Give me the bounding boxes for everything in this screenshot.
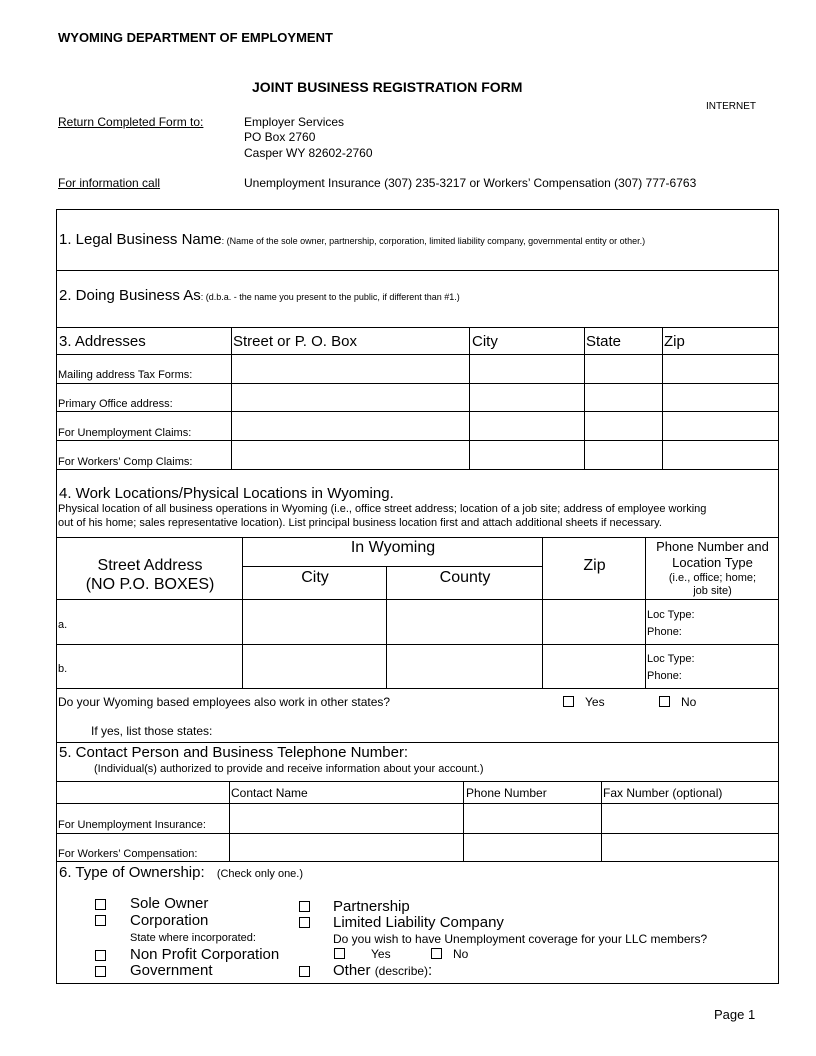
government-label: Government [130, 962, 213, 979]
primary-street-field[interactable] [232, 384, 468, 410]
department-name: WYOMING DEPARTMENT OF EMPLOYMENT [58, 30, 333, 45]
ownership-note: (Check only one.) [216, 868, 304, 880]
row-a-phone: Phone: [647, 626, 682, 638]
internet-label: INTERNET [706, 101, 756, 112]
address-line-3: Casper WY 82602-2760 [244, 146, 373, 160]
llc-yes-label: Yes [371, 947, 391, 961]
phone-header-2: Location Type [672, 555, 753, 570]
row-contact-wc-label: For Workers’ Compensation: [58, 848, 198, 860]
dba-note: : (d.b.a. - the name you present to the public, if different than #1.) [200, 292, 460, 302]
dba-label: 2. Doing Business As [59, 287, 201, 304]
page-number: Page 1 [714, 1007, 756, 1022]
address-line-2: PO Box 2760 [244, 130, 316, 144]
col-street: Street or P. O. Box [233, 333, 357, 350]
sole-owner-label: Sole Owner [130, 895, 209, 912]
col-fax-number: Fax Number (optional) [603, 786, 723, 800]
row-primary-office-label: Primary Office address: [58, 398, 173, 410]
row-b-loc-type: Loc Type: [647, 653, 695, 665]
unemployment-street-field[interactable] [232, 412, 468, 439]
corporation-label: Corporation [130, 912, 209, 929]
section1-label [59, 231, 645, 248]
other-states-yes-label: Yes [585, 695, 605, 709]
work-locations-desc-2: out of his home; sales representative location). List principal business location first and attach additional sheets if necessary. [58, 517, 662, 529]
form-title: JOINT BUSINESS REGISTRATION FORM [252, 79, 523, 95]
llc-no-label: No [453, 947, 469, 961]
ownership-label: 6. Type of Ownership: [59, 864, 205, 881]
phone-header-4: job site) [693, 585, 732, 597]
mailing-street-field[interactable] [232, 355, 468, 382]
info-label: For information call [58, 176, 161, 190]
col-city: City [472, 333, 498, 350]
row-unemployment-label: For Unemployment Claims: [58, 427, 192, 439]
location-b-street-field[interactable] [58, 645, 241, 687]
sole-owner-checkbox[interactable] [95, 899, 106, 910]
row-a-loc-type: Loc Type: [647, 609, 695, 621]
contact-person-note: (Individual(s) authorized to provide and receive information about your account.) [94, 763, 484, 775]
other-states-question: Do your Wyoming based employees also work in other states? [58, 695, 391, 709]
contact-ui-name-field[interactable] [230, 804, 462, 832]
row-b-label: b. [58, 663, 68, 675]
government-checkbox[interactable] [95, 966, 106, 977]
work-locations-label: 4. Work Locations/Physical Locations in Wyoming. [59, 485, 394, 502]
row-a-label: a. [58, 619, 68, 631]
addresses-label: 3. Addresses [59, 333, 146, 350]
county-header: County [439, 569, 491, 586]
in-wyoming-header: In Wyoming [350, 539, 436, 556]
address-line-1: Employer Services [244, 115, 345, 129]
return-label: Return Completed Form to: [58, 115, 204, 129]
phone-header-1: Phone Number and [656, 539, 769, 554]
corporation-checkbox[interactable] [95, 915, 106, 926]
partnership-checkbox[interactable] [299, 901, 310, 912]
legal-name-label: 1. Legal Business Name [59, 231, 222, 248]
row-contact-ui-label: For Unemployment Insurance: [58, 819, 206, 831]
no-po-boxes-header: (NO P.O. BOXES) [85, 576, 215, 593]
city-header: City [301, 569, 329, 586]
contact-wc-name-field[interactable] [230, 834, 462, 860]
section2-label [59, 287, 460, 304]
ownership-type [59, 864, 303, 881]
llc-label: Limited Liability Company [333, 914, 504, 931]
col-phone-number: Phone Number [466, 786, 547, 800]
non-profit-label: Non Profit Corporation [130, 946, 280, 963]
col-contact-name: Contact Name [231, 786, 308, 800]
list-states-label: If yes, list those states: [91, 724, 213, 738]
other-describe: (describe) [374, 964, 429, 978]
state-incorporated-label: State where incorporated: [130, 932, 256, 944]
street-address-header: Street Address [97, 557, 203, 574]
phone-header-3: (i.e., office; home; [668, 572, 757, 584]
row-mailing-label: Mailing address Tax Forms: [58, 369, 193, 381]
llc-question: Do you wish to have Unemployment coverage for your LLC members? [333, 932, 708, 946]
non-profit-checkbox[interactable] [95, 950, 106, 961]
col-zip: Zip [664, 333, 685, 350]
info-text: Unemployment Insurance (307) 235-3217 or Workers’ Compensation (307) 777-6763 [244, 176, 697, 190]
other-states-no-checkbox[interactable] [659, 696, 670, 707]
other-checkbox[interactable] [299, 966, 310, 977]
work-locations-desc-1: Physical location of all business operations in Wyoming (i.e., office street address; location of a job site; address of employee working [58, 503, 707, 515]
other-states-no-label: No [681, 695, 697, 709]
contact-person-label: 5. Contact Person and Business Telephone Number: [59, 744, 409, 761]
col-state: State [586, 333, 622, 350]
zip-header: Zip [583, 557, 606, 574]
llc-yes-checkbox[interactable] [334, 948, 345, 959]
llc-checkbox[interactable] [299, 917, 310, 928]
location-a-street-field[interactable] [58, 600, 241, 643]
legal-name-note: : (Name of the sole owner, partnership, corporation, limited liability company, governmental entity or other.) [221, 236, 646, 246]
other-states-yes-checkbox[interactable] [563, 696, 574, 707]
other-colon: : [428, 962, 433, 979]
partnership-label: Partnership [333, 898, 410, 915]
other-text: Other [333, 962, 371, 979]
row-workers-comp-label: For Workers’ Comp Claims: [58, 456, 193, 468]
workers-comp-street-field[interactable] [232, 441, 468, 468]
llc-no-checkbox[interactable] [431, 948, 442, 959]
row-b-phone: Phone: [647, 670, 682, 682]
other-label [333, 962, 432, 979]
